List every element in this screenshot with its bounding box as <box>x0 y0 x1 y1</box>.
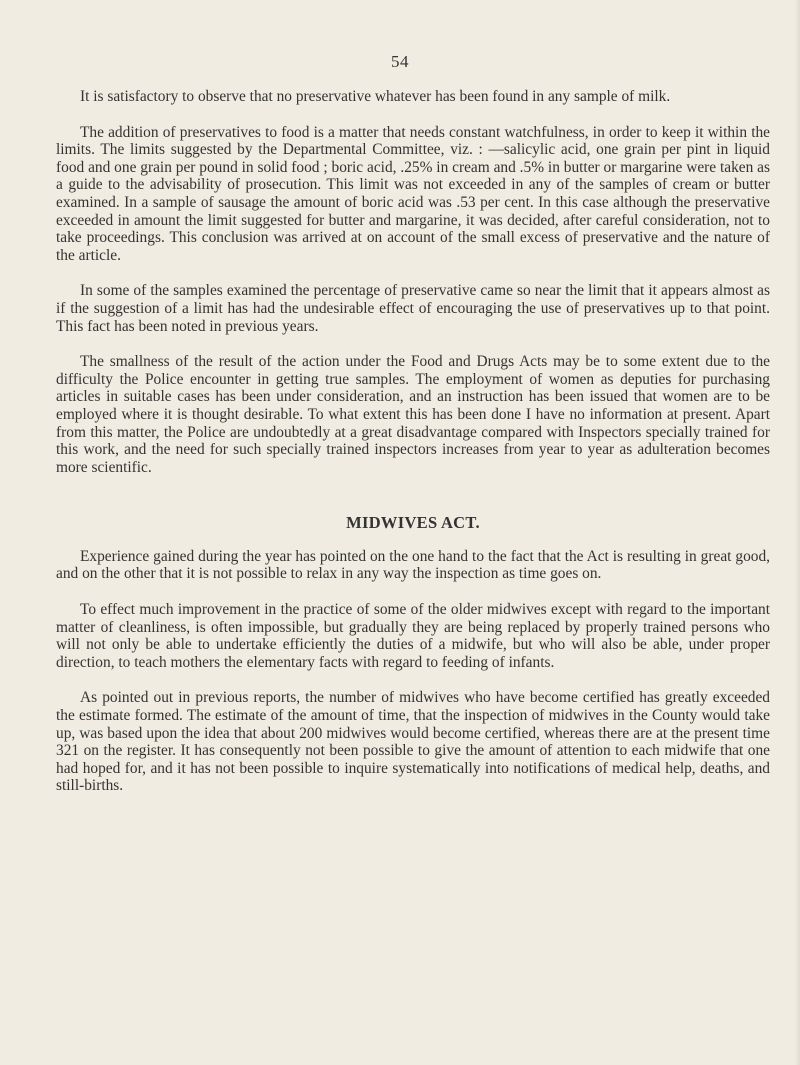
paragraph-preservative-limits: The addition of preservatives to food is a matter that needs constant watchfulness, in order to keep it within the limits. The limits suggested by the Departmental Committee, viz. : —salicylic acid, one grain per pint in liquid food and one grain per pound in solid food ; boric acid, .25% in cream and .5% in butter or margarine were taken as a guide to the advisability of prosecution. This limit was not exceeded in any of the samples of cream or butter examined. In a sample of sausage the amount of boric acid was .53 per cent. In this case although the preservative exceeded in amount the limit suggested for butter and margarine, it was decided, after careful consideration, not to take proceedings. This conclusion was arrived at on account of the small excess of preservative and the nature of the article. <box>56 123 770 264</box>
paragraph-milk-preservative: It is satisfactory to observe that no preservative whatever has been found in any sample of milk. <box>80 88 671 105</box>
page-number: 54 <box>391 52 409 71</box>
page-edge-shadow <box>795 0 800 1065</box>
section-heading-midwives-act: MIDWIVES ACT. <box>346 513 480 533</box>
paragraph-midwives-certified: As pointed out in previous reports, the number of midwives who have become certified has greatly exceeded the estimate formed. The estimate of the amount of time, that the inspection of midwives in the County would take up, was based upon the idea that about 200 midwives would become certified, whereas there are at the present time 321 on the register. It has consequently not been possible to give the amount of attention to each midwife that one had hoped for, and it has not been possible to inquire systematically into notifications of medical help, deaths, and still-births. <box>56 689 770 795</box>
body-text <box>56 88 770 813</box>
paragraph-police-samples: The smallness of the result of the action under the Food and Drugs Acts may be to some extent due to the difficulty the Police encounter in getting true samples. The employment of women as deputies for purchasing articles in suitable cases has been under consideration, and an instruction has been issued that women are to be employed where it is thought desirable. To what extent this has been done I have no information at present. Apart from this matter, the Police are undoubtedly at a great disadvantage compared with Inspectors specially trained for this work, and the need for such specially trained inspectors increases from year to year as adulteration becomes more scientific. <box>56 353 770 476</box>
paragraph-midwives-experience: Experience gained during the year has pointed on the one hand to the fact that the Act is resulting in great good, and on the other that it is not possible to relax in any way the inspection as time goes on. <box>56 547 770 583</box>
paragraph-limit-effect: In some of the samples examined the percentage of preservative came so near the limit that it appears almost as if the suggestion of a limit has had the undesirable effect of encouraging the use of preservatives up to that point. This fact has been noted in previous years. <box>56 282 770 335</box>
paragraph-midwives-improvement: To effect much improvement in the practice of some of the older midwives except with regard to the important matter of cleanliness, is often impossible, but gradually they are being replaced by properly trained persons who will not only be able to undertake efficiently the duties of a midwife, but who will also be able, under proper direction, to teach mothers the elementary facts with regard to feeding of infants. <box>56 601 770 671</box>
